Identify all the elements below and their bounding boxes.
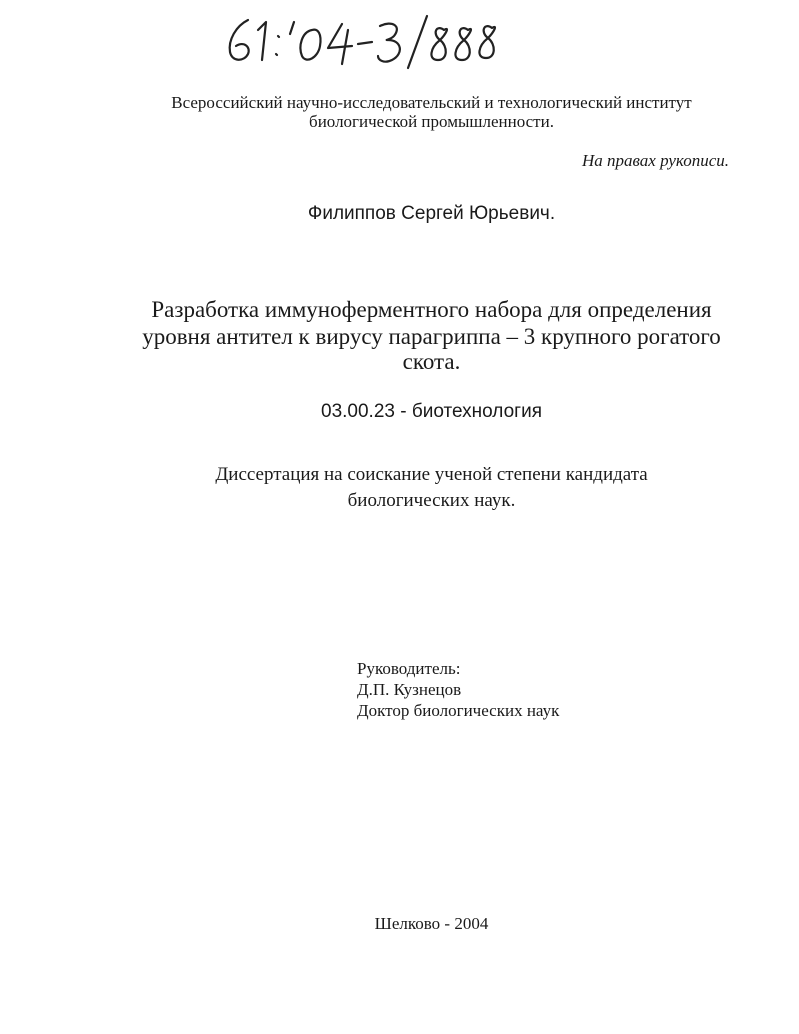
handwritten-code-drawing [222,10,522,72]
manuscript-rights-note: На правах рукописи. [581,151,729,170]
institute-name-line-1: Всероссийский научно-исследовательский и технологический институт [171,93,692,112]
dissertation-line-2: биологических наук. [347,490,516,511]
specialty-code: 03.00.23 - биотехнология [321,401,542,422]
supervisor-label: Руководитель: [357,659,461,678]
author-name: Филиппов Сергей Юрьевич. [307,203,556,224]
supervisor-block [357,658,559,721]
handwritten-archive-code [222,10,522,72]
supervisor-name: Д.П. Кузнецов [357,680,462,699]
thesis-title-line-1: Разработка иммуноферментного набора для определения [151,297,712,322]
thesis-title-line-3: скота. [402,349,461,374]
institute-name-line-2: биологической промышленности. [309,112,554,131]
dissertation-line-1: Диссертация на соискание ученой степени кандидата [215,464,648,485]
place-and-year: Шелково - 2004 [374,914,489,933]
supervisor-degree: Доктор биологических наук [357,701,560,720]
thesis-title-line-2: уровня антител к вирусу парагриппа – 3 крупного рогатого [142,324,721,349]
